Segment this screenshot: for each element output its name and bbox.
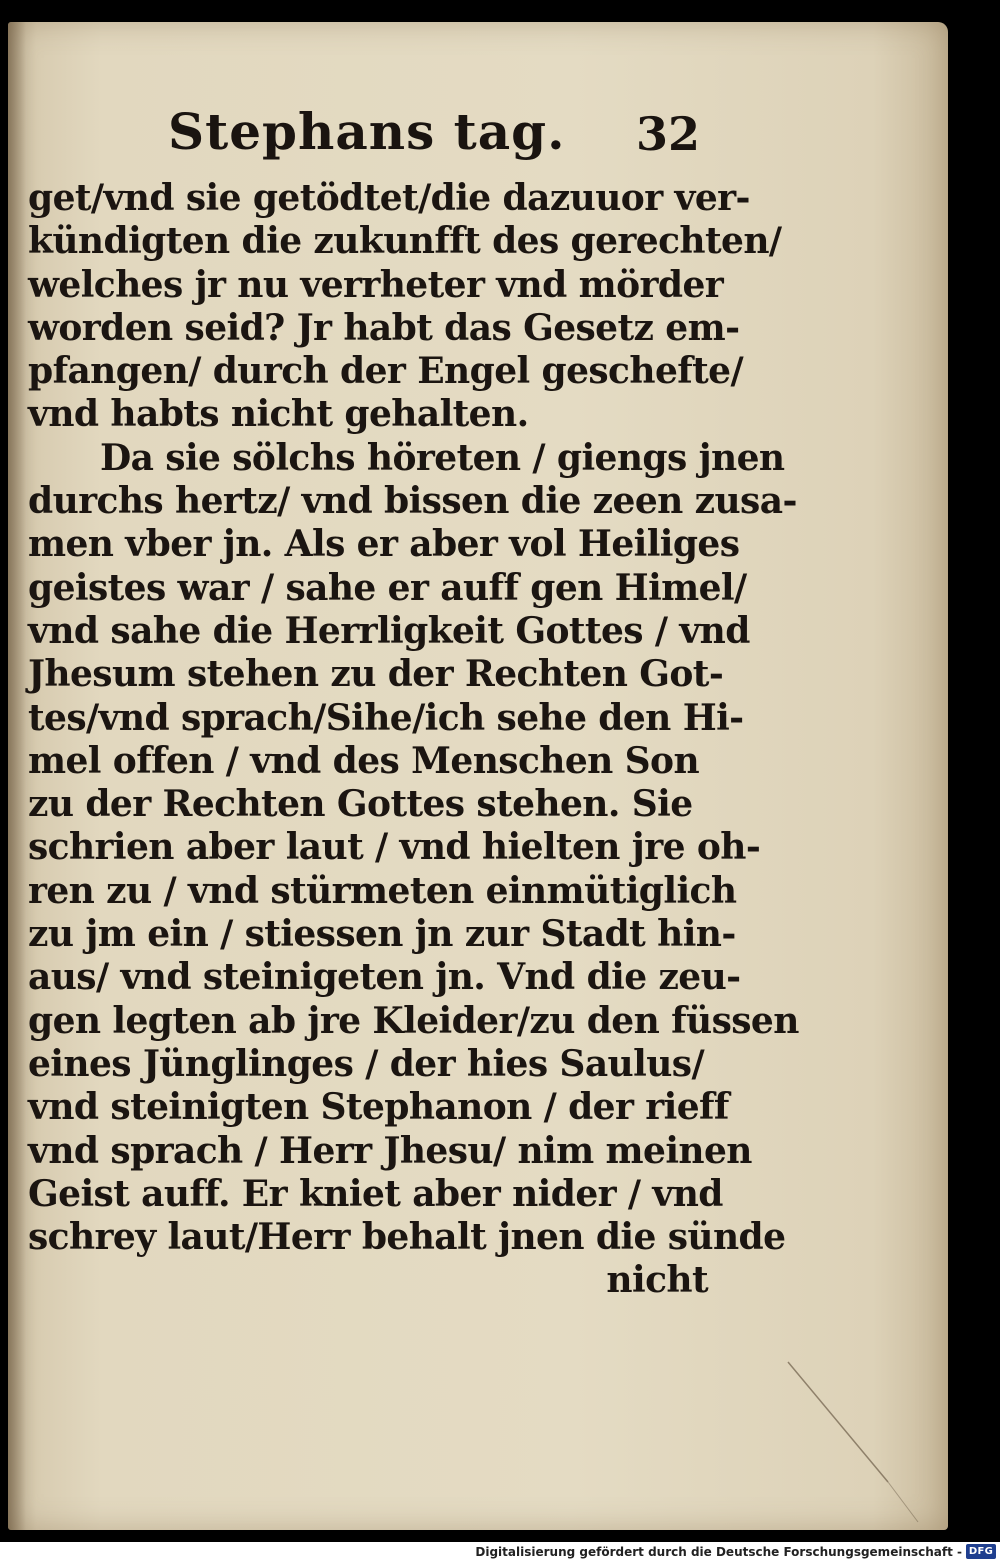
text-line: geistes war / sahe er auff gen Himel/ — [28, 566, 747, 609]
page-number: 32 — [636, 107, 701, 161]
text-line: aus/ vnd steinigeten jn. Vnd die zeu- — [28, 956, 741, 999]
text-line: pfangen/ durch der Engel geschefte/ — [28, 350, 744, 393]
text-line: tes/vnd sprach/Sihe/ich sehe den Hi- — [28, 696, 744, 739]
running-title: Stephans tag. — [168, 102, 566, 161]
text-line: Geist auff. Er kniet aber nider / vnd — [28, 1172, 723, 1215]
page-crease-mark — [768, 1322, 948, 1530]
dfg-logo-icon: DFG — [966, 1544, 996, 1559]
text-line: vnd steinigten Stephanon / der rieff — [28, 1086, 729, 1129]
text-line: schrey laut/Herr behalt jnen die sünde — [28, 1216, 786, 1259]
text-line: welches jr nu verrheter vnd mörder — [28, 263, 724, 306]
text-line: mel offen / vnd des Menschen Son — [28, 739, 700, 782]
text-line: gen legten ab jre Kleider/zu den füssen — [28, 999, 799, 1042]
text-line: durchs hertz/ vnd bissen die zeen zusa- — [28, 480, 797, 523]
text-line: worden seid? Jr habt das Gesetz em- — [28, 306, 740, 349]
text-line: get/vnd sie getödtet/die dazuuor ver- — [28, 177, 750, 219]
catchword: nicht — [606, 1259, 708, 1302]
text-line: kündigten die zukunfft des gerechten/ — [28, 220, 782, 263]
text-line: Jhesum stehen zu der Rechten Got- — [28, 653, 724, 696]
text-line: vnd habts nicht gehalten. — [28, 393, 529, 436]
text-line: ren zu / vnd stürmeten einmütiglich — [28, 869, 737, 912]
text-line: eines Jünglinges / der hies Saulus/ — [28, 1042, 704, 1085]
text-line: vnd sahe die Herrligkeit Gottes / vnd — [28, 609, 750, 652]
funding-credit: Digitalisierung gefördert durch die Deutsche Forschungsgemeinschaft - — [475, 1545, 962, 1559]
book-page — [8, 22, 948, 1530]
text-line: schrien aber laut / vnd hielten jre oh- — [28, 826, 761, 869]
text-line: zu der Rechten Gottes stehen. Sie — [28, 783, 693, 826]
page-header — [8, 22, 948, 162]
body-text — [28, 177, 799, 1303]
text-line: vnd sprach / Herr Jhesu/ nim meinen — [28, 1129, 752, 1172]
text-line: men vber jn. Als er aber vol Heiliges — [28, 523, 740, 566]
paragraph-start-line: Da sie sölchs höreten / giengs jnen — [100, 436, 785, 479]
text-line: zu jm ein / stiessen jn zur Stadt hin- — [28, 913, 736, 956]
digitization-footer — [0, 1542, 1000, 1562]
